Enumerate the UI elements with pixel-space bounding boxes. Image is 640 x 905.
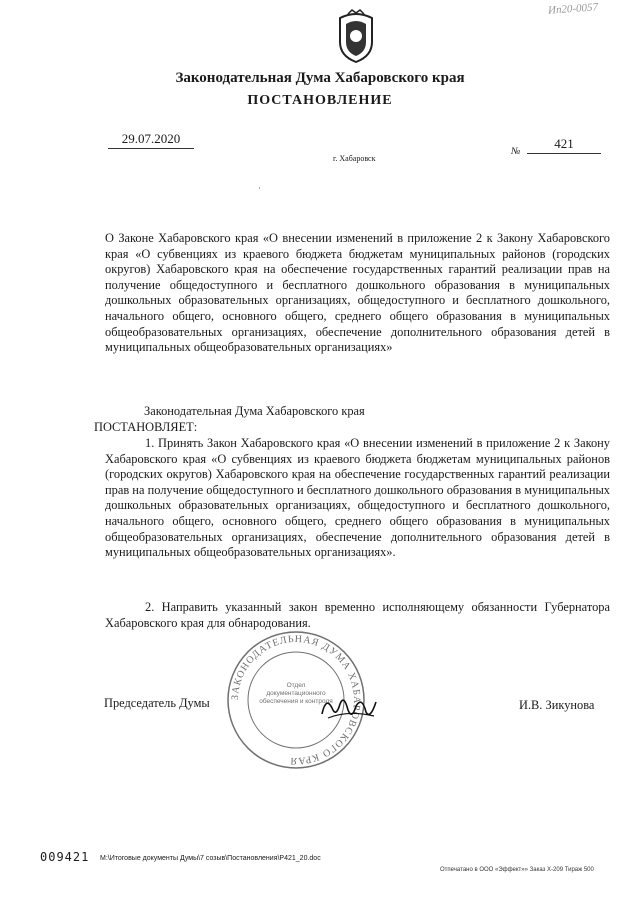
preamble-line-1: Законодательная Дума Хабаровского края (144, 404, 365, 418)
preamble-line-2: ПОСТАНОВЛЯЕТ: (94, 420, 198, 434)
file-path: M:\Итоговые документы Думы\7 созыв\Постановления\Р421_20.doc (100, 855, 321, 862)
corner-handwritten-note: Ип20-0057 (547, 1, 599, 17)
signatory-position: Председатель Думы (104, 696, 210, 710)
resolution-item-1: 1. Принять Закон Хабаровского края «О внесении изменений в приложение 2 к Закону Хабаровского края «О субвенциях из краевого бюджета бюджетам муниципальных районов (городских округов) Хабаровского края на обеспечение государственных гарантий реализации прав на получение общедоступного и бесплатного дошкольного образования в муниципальных дошкольных образовательных организациях, общедоступного и бесплатного дошкольного, начального общего, основного общего, среднего общего образования в муниципальных общеобразовательных организациях, обеспечение дополнительного образования детей в муниципальных общеобразовательных организациях». (105, 436, 610, 560)
stamp-inner-text: Отдел документационного обеспечения и контроля (259, 682, 333, 705)
number-label: № (511, 146, 521, 157)
document-type: ПОСТАНОВЛЕНИЕ (247, 93, 393, 108)
registration-number: 009421 (40, 850, 90, 864)
city-label: г. Хабаровск (333, 154, 376, 163)
org-title: Законодательная Дума Хабаровского края (175, 70, 465, 86)
document-number: 421 (527, 136, 601, 154)
document-date: 29.07.2020 (108, 131, 194, 149)
scan-speck: · (258, 183, 261, 193)
document-title: О Законе Хабаровского края «О внесении изменений в приложение 2 к Закону Хабаровского края «О субвенциях из краевого бюджета бюджетам муниципальных районов (городских округов) Хабаровского края на обеспечение государственных гарантий реализации прав на получение общедоступного и бесплатного дошкольного образования в муниципальных дошкольных образовательных организациях, общедоступного и бесплатного дошкольного, начального общего, основного общего, среднего общего образования в муниципальных общеобразовательных организациях, обеспечение дополнительного образования детей в муниципальных общеобразовательных организациях» (105, 231, 610, 355)
resolution-item-2: 2. Направить указанный закон временно исполняющему обязанности Губернатора Хабаровского края для обнародования. (105, 600, 610, 630)
coat-of-arms-icon (334, 8, 378, 64)
print-note: Отпечатано в ООО «Эффект»» Заказ X-209 Тираж 500 (440, 867, 594, 873)
signatory-name: И.В. Зикунова (519, 698, 595, 712)
handwritten-signature (318, 690, 380, 726)
stamp-ring-text: ЗАКОНОДАТЕЛЬНАЯ ДУМА ХАБАРОВСКОГО КРАЯ (229, 633, 363, 767)
